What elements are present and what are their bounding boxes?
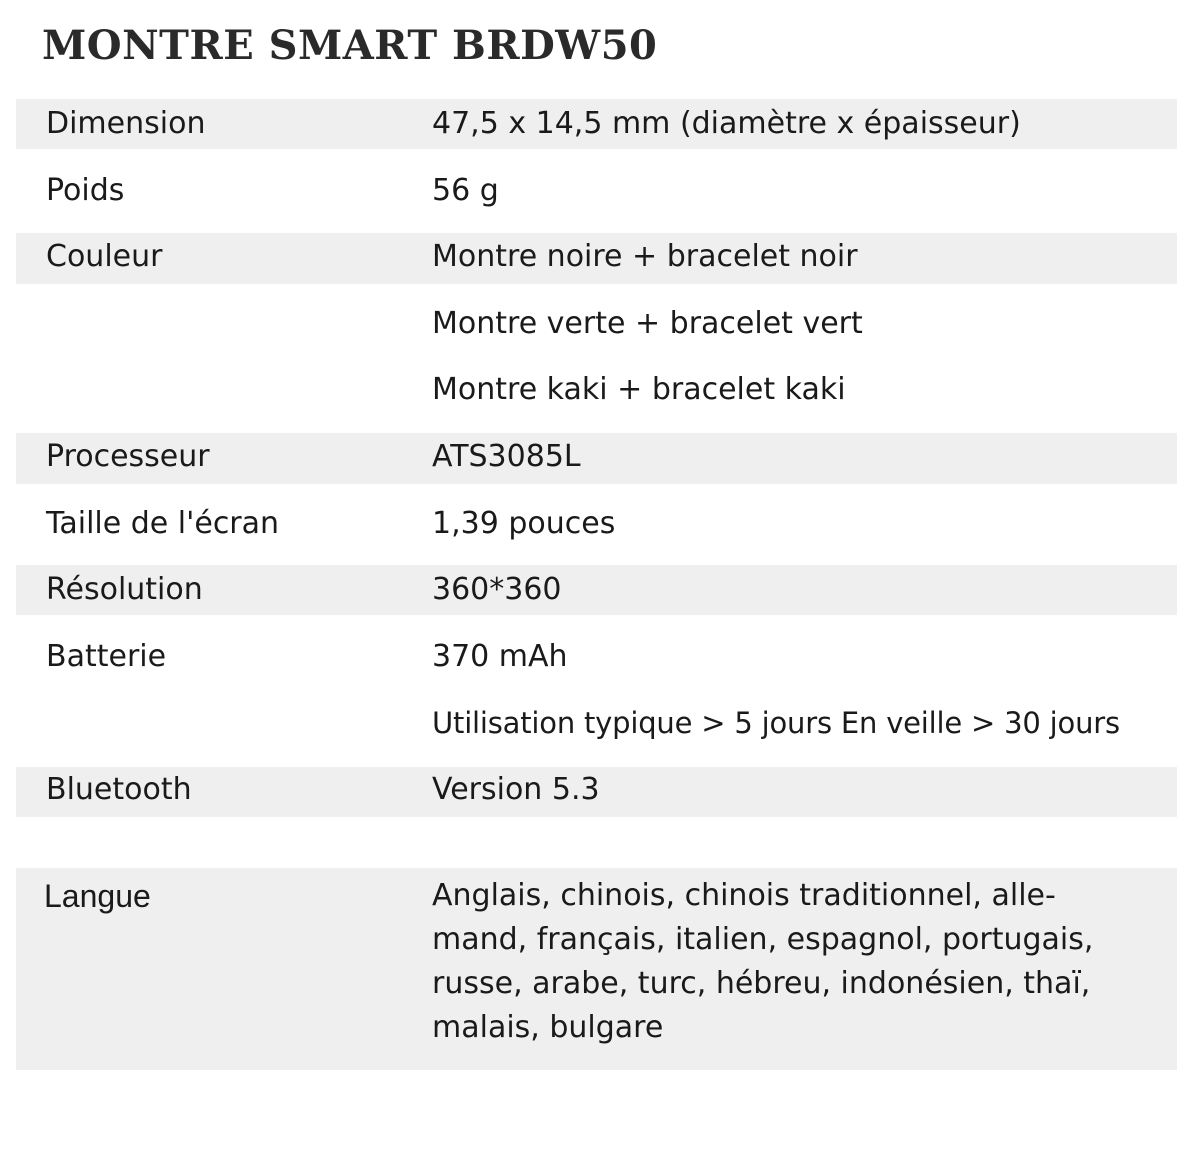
- langue-line-1: Anglais, chinois, chinois traditionnel, alle-: [432, 878, 1056, 913]
- spec-label-bluetooth: Bluetooth: [46, 772, 192, 807]
- spec-value-couleur-1: Montre noire + bracelet noir: [432, 239, 858, 274]
- spec-value-taille-ecran: 1,39 pouces: [432, 506, 616, 541]
- spec-value-resolution: 360*360: [432, 572, 562, 607]
- spec-value-dimension: 47,5 x 14,5 mm (diamètre x épaisseur): [432, 106, 1021, 141]
- spec-value-batterie-2: Utilisation typique > 5 jours En veille > 30 jours: [432, 706, 1120, 740]
- spec-label-taille-ecran: Taille de l'écran: [46, 506, 280, 541]
- spec-value-batterie-1: 370 mAh: [432, 639, 568, 674]
- spec-label-resolution: Résolution: [46, 572, 203, 607]
- spec-label-langue: Langue: [44, 878, 151, 914]
- langue-line-3: russe, arabe, turc, hébreu, indonésien, thaï,: [432, 966, 1091, 1001]
- spec-label-processeur: Processeur: [46, 439, 210, 474]
- spec-value-bluetooth: Version 5.3: [432, 772, 600, 807]
- spec-value-processeur: ATS3085L: [432, 439, 581, 474]
- spec-value-couleur-3: Montre kaki + bracelet kaki: [432, 372, 846, 407]
- langue-line-4: malais, bulgare: [432, 1010, 664, 1045]
- spec-value-couleur-2: Montre verte + bracelet vert: [432, 306, 863, 341]
- page-title: MONTRE SMART BRDW50: [42, 22, 658, 69]
- spec-label-poids: Poids: [46, 173, 125, 208]
- spec-label-dimension: Dimension: [46, 106, 206, 141]
- spec-label-batterie: Batterie: [46, 639, 167, 674]
- spec-value-langue: [432, 874, 1152, 1050]
- langue-line-2: mand, français, italien, espagnol, portugais,: [432, 922, 1094, 957]
- spec-label-couleur: Couleur: [46, 239, 163, 274]
- spec-value-poids: 56 g: [432, 173, 499, 208]
